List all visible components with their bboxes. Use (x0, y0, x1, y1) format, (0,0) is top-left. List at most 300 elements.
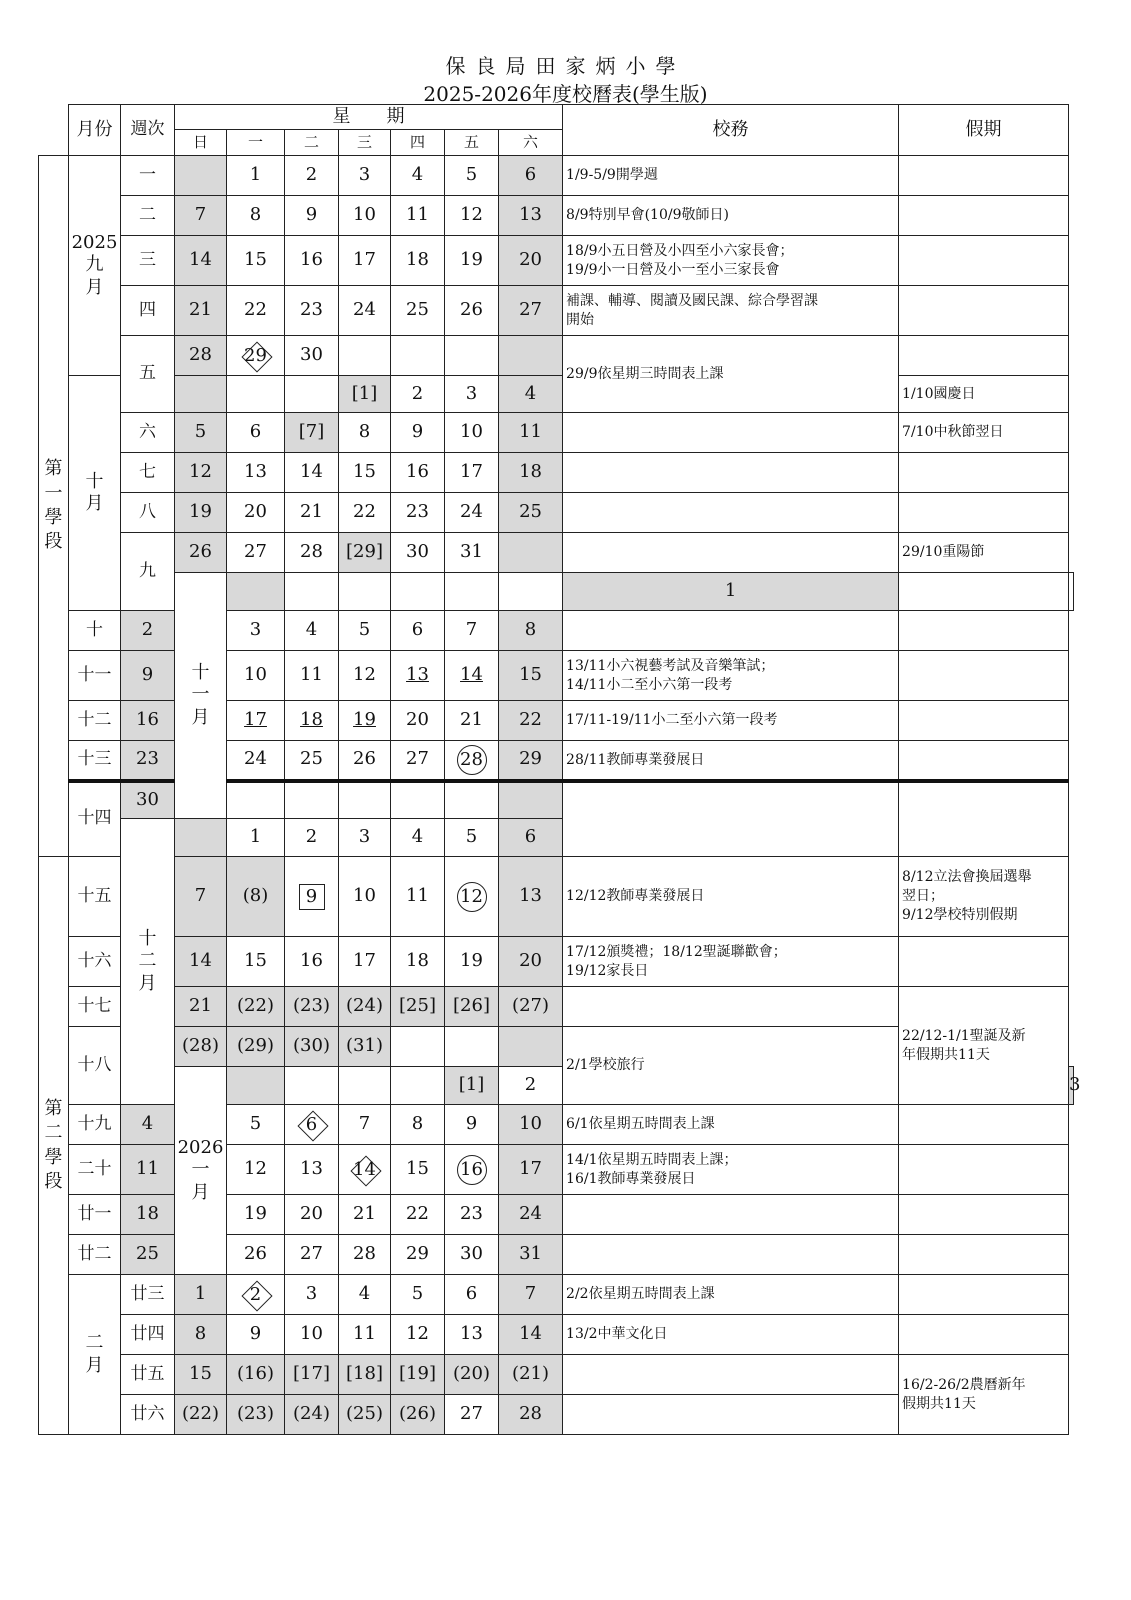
date-cell: 28 (285, 533, 339, 573)
holiday-cell (899, 236, 1069, 286)
date-cell: 3 (1069, 1067, 1074, 1105)
table-row (39, 1275, 1074, 1315)
date-cell: 23 (121, 741, 175, 781)
week-label: 七 (121, 453, 175, 493)
date-cell (227, 1067, 285, 1105)
date-cell: 3 (445, 376, 499, 413)
date-cell: 15 (227, 937, 285, 987)
date-cell (285, 1105, 339, 1145)
date-cell: 21 (445, 701, 499, 741)
date-cell: (25) (339, 1395, 391, 1435)
holiday-cell (899, 1145, 1069, 1195)
date-cell: 7 (175, 196, 227, 236)
date-cell: 15 (499, 651, 563, 701)
note-cell: 18/9小五日營及小四至小六家長會； 19/9小一日營及小一至小三家長會 (563, 236, 899, 286)
note-cell: 17/12頒獎禮；18/12聖誕聯歡會； 19/12家長日 (563, 937, 899, 987)
date-cell: 22 (499, 701, 563, 741)
holiday-cell (899, 336, 1069, 376)
date-cell: [7] (285, 413, 339, 453)
holiday-cell (899, 286, 1069, 336)
square-mark: 9 (299, 884, 325, 910)
date-cell: 27 (227, 533, 285, 573)
week-label: 一 (121, 156, 175, 196)
date-cell: 10 (499, 1105, 563, 1145)
date-cell (227, 336, 285, 376)
table-row (39, 857, 1074, 937)
note-cell (563, 1235, 899, 1275)
table-row (39, 336, 1074, 376)
week-label: 五 (121, 336, 175, 413)
holiday-cell (899, 1235, 1069, 1275)
date-cell: 17 (339, 236, 391, 286)
date-cell: 20 (499, 937, 563, 987)
week-label: 十 (69, 611, 121, 651)
date-cell: 12 (175, 453, 227, 493)
note-cell (563, 781, 899, 857)
note-cell: 2/2依星期五時間表上課 (563, 1275, 899, 1315)
date-cell: 22 (391, 1195, 445, 1235)
week-label: 十八 (69, 1027, 121, 1105)
date-cell: 17 (339, 937, 391, 987)
calendar-title: 2025-2026年度校曆表(學生版) (423, 82, 708, 106)
date-cell (499, 1027, 563, 1067)
date-cell: 29 (499, 741, 563, 781)
holiday-cell (899, 1315, 1069, 1355)
date-cell: 5 (445, 819, 499, 857)
date-cell (499, 533, 563, 573)
circle-mark: 12 (457, 882, 487, 912)
date-cell: 23 (285, 286, 339, 336)
date-cell: 18 (121, 1195, 175, 1235)
date-cell: 16 (285, 937, 339, 987)
date-cell: 14 (175, 937, 227, 987)
date-cell: (23) (227, 1395, 285, 1435)
date-cell: (24) (339, 987, 391, 1027)
date-cell: [18] (339, 1355, 391, 1395)
week-label: 八 (121, 493, 175, 533)
date-cell: [17] (285, 1355, 339, 1395)
date-cell: 30 (121, 781, 175, 819)
date-cell: 24 (339, 286, 391, 336)
note-cell (563, 1395, 899, 1435)
date-cell: 19 (227, 1195, 285, 1235)
date-cell: 27 (391, 741, 445, 781)
day-header: 四 (391, 130, 445, 156)
date-cell: 13 (391, 651, 445, 701)
day-header: 日 (175, 130, 227, 156)
week-label: 二 (121, 196, 175, 236)
day-header: 一 (227, 130, 285, 156)
week-label: 廿六 (121, 1395, 175, 1435)
date-cell: 26 (175, 533, 227, 573)
date-cell: 3 (227, 611, 285, 651)
date-cell: 15 (339, 453, 391, 493)
holiday-cell (899, 493, 1069, 533)
holiday-cell (899, 196, 1069, 236)
table-row (39, 937, 1074, 987)
note-cell (899, 573, 1069, 611)
date-cell: 12 (339, 651, 391, 701)
date-cell (227, 1275, 285, 1315)
date-cell: 26 (339, 741, 391, 781)
date-cell: 2 (285, 819, 339, 857)
date-cell (285, 781, 339, 819)
date-cell: 1 (227, 819, 285, 857)
date-cell: 5 (391, 1275, 445, 1315)
month-label: 十 月 (69, 376, 121, 611)
date-cell: 13 (499, 196, 563, 236)
date-cell: 6 (499, 156, 563, 196)
date-cell: 15 (227, 236, 285, 286)
date-cell: [29] (339, 533, 391, 573)
day-header: 二 (285, 130, 339, 156)
date-cell: [26] (445, 987, 499, 1027)
holiday-cell (899, 1105, 1069, 1145)
holiday-cell (899, 156, 1069, 196)
circle-mark: 28 (457, 745, 487, 775)
date-cell: 16 (285, 236, 339, 286)
date-cell: 25 (121, 1235, 175, 1275)
table-row (39, 236, 1074, 286)
note-cell: 14/1依星期五時間表上課； 16/1教師專業發展日 (563, 1145, 899, 1195)
date-cell: 3 (339, 156, 391, 196)
date-cell: 21 (339, 1195, 391, 1235)
date-cell: 11 (285, 651, 339, 701)
date-cell: 7 (445, 611, 499, 651)
date-cell (339, 1067, 391, 1105)
weekday-header: 星 期 (175, 105, 563, 130)
date-cell (227, 781, 285, 819)
note-cell (563, 533, 899, 573)
holiday-cell (899, 453, 1069, 493)
date-cell (499, 781, 563, 819)
month-label: 十 一 月 (175, 573, 227, 819)
note-cell: 2/1學校旅行 (563, 1027, 899, 1105)
diamond-mark: 14 (350, 1155, 380, 1185)
note-cell: 6/1依星期五時間表上課 (563, 1105, 899, 1145)
date-cell: 2 (391, 376, 445, 413)
date-cell: 28 (339, 1235, 391, 1275)
week-label: 十二 (69, 701, 121, 741)
date-cell (445, 1145, 499, 1195)
note-cell (563, 611, 899, 651)
date-cell (391, 1067, 445, 1105)
week-header: 週次 (121, 105, 175, 156)
date-cell (175, 156, 227, 196)
date-cell (445, 573, 499, 611)
week-label: 十五 (69, 857, 121, 937)
date-cell: 13 (227, 453, 285, 493)
week-label: 廿五 (121, 1355, 175, 1395)
date-cell: 19 (445, 937, 499, 987)
date-cell: 20 (227, 493, 285, 533)
semester-label: 第 一 學 段 (39, 156, 69, 857)
date-cell: 1 (563, 573, 899, 611)
school-name: 保良局田家炳小學 (445, 54, 686, 78)
date-cell: 27 (499, 286, 563, 336)
date-cell: 2 (121, 611, 175, 651)
holiday-cell (899, 651, 1069, 701)
date-cell: 15 (175, 1355, 227, 1395)
date-cell: 8 (175, 1315, 227, 1355)
date-cell: 24 (499, 1195, 563, 1235)
week-label: 十九 (69, 1105, 121, 1145)
note-cell: 12/12教師專業發展日 (563, 857, 899, 937)
date-cell: 11 (339, 1315, 391, 1355)
week-label: 九 (121, 533, 175, 611)
week-label: 十六 (69, 937, 121, 987)
diamond-mark: 29 (241, 341, 271, 371)
diamond-mark: 2 (241, 1280, 271, 1310)
date-cell: 30 (445, 1235, 499, 1275)
date-cell: 17 (499, 1145, 563, 1195)
date-cell: 23 (391, 493, 445, 533)
week-label: 二十 (69, 1145, 121, 1195)
note-cell (563, 413, 899, 453)
week-label: 廿四 (121, 1315, 175, 1355)
date-cell: 23 (445, 1195, 499, 1235)
date-cell: 4 (499, 376, 563, 413)
table-row (39, 376, 1074, 413)
date-cell: 20 (499, 236, 563, 286)
holiday-cell (899, 781, 1069, 857)
holiday-cell (899, 701, 1069, 741)
date-cell: 11 (121, 1145, 175, 1195)
note-cell (563, 987, 899, 1027)
date-cell: 31 (445, 533, 499, 573)
date-cell: 4 (391, 819, 445, 857)
date-cell: 21 (285, 493, 339, 533)
date-cell (175, 376, 227, 413)
date-cell: 6 (227, 413, 285, 453)
date-cell (285, 376, 339, 413)
date-cell (175, 819, 227, 857)
date-cell: 10 (285, 1315, 339, 1355)
date-cell: 6 (391, 611, 445, 651)
date-cell: (26) (391, 1395, 445, 1435)
date-cell: 24 (227, 741, 285, 781)
day-header: 六 (499, 130, 563, 156)
date-cell: [25] (391, 987, 445, 1027)
notes-header: 校務 (563, 105, 899, 156)
date-cell: 10 (445, 413, 499, 453)
date-cell: 14 (499, 1315, 563, 1355)
date-cell: 19 (175, 493, 227, 533)
date-cell: 3 (339, 819, 391, 857)
note-cell: 13/11小六視藝考試及音樂筆試； 14/11小二至小六第一段考 (563, 651, 899, 701)
week-label: 六 (121, 413, 175, 453)
date-cell (339, 1145, 391, 1195)
date-cell: 9 (285, 196, 339, 236)
holiday-cell (899, 741, 1069, 781)
table-row (39, 453, 1074, 493)
note-cell: 29/9依星期三時間表上課 (563, 336, 899, 413)
date-cell: (30) (285, 1027, 339, 1067)
date-cell: 26 (227, 1235, 285, 1275)
date-cell (499, 336, 563, 376)
school-calendar-table (38, 104, 1081, 1435)
date-cell: 2 (499, 1067, 563, 1105)
date-cell: 14 (175, 236, 227, 286)
date-cell: (20) (445, 1355, 499, 1395)
semester-label: 第 二 學 段 (39, 857, 69, 1435)
date-cell: 1 (175, 1275, 227, 1315)
date-cell (227, 376, 285, 413)
table-row (39, 987, 1074, 1027)
date-cell: 13 (499, 857, 563, 937)
date-cell: 5 (339, 611, 391, 651)
date-cell (227, 573, 285, 611)
date-cell: 4 (285, 611, 339, 651)
date-cell: 9 (445, 1105, 499, 1145)
date-cell: 25 (499, 493, 563, 533)
date-cell: 11 (499, 413, 563, 453)
holiday-cell: 7/10中秋節翌日 (899, 413, 1069, 453)
note-cell: 28/11教師專業發展日 (563, 741, 899, 781)
date-cell: 21 (175, 987, 227, 1027)
date-cell: (28) (175, 1027, 227, 1067)
date-cell: 25 (391, 286, 445, 336)
date-cell: 5 (227, 1105, 285, 1145)
date-cell (339, 781, 391, 819)
date-cell (339, 573, 391, 611)
date-cell: [1] (445, 1067, 499, 1105)
week-label: 十三 (69, 741, 121, 781)
date-cell: (22) (227, 987, 285, 1027)
table-row (39, 1355, 1074, 1395)
date-cell: 11 (391, 196, 445, 236)
day-header: 三 (339, 130, 391, 156)
date-cell: 10 (339, 196, 391, 236)
date-cell: 30 (285, 336, 339, 376)
date-cell: 6 (499, 819, 563, 857)
date-cell: 19 (445, 236, 499, 286)
week-label: 廿二 (69, 1235, 121, 1275)
date-cell: (21) (499, 1355, 563, 1395)
note-cell (563, 1355, 899, 1395)
date-cell: 18 (391, 937, 445, 987)
date-cell: 13 (285, 1145, 339, 1195)
table-row (39, 156, 1074, 196)
date-cell: 19 (339, 701, 391, 741)
note-cell: 13/2中華文化日 (563, 1315, 899, 1355)
date-cell: 9 (121, 651, 175, 701)
date-cell: 8 (391, 1105, 445, 1145)
date-cell: 27 (285, 1235, 339, 1275)
date-cell: 16 (391, 453, 445, 493)
week-label: 十七 (69, 987, 121, 1027)
date-cell (445, 336, 499, 376)
table-row (39, 1315, 1074, 1355)
date-cell: 18 (285, 701, 339, 741)
date-cell: 20 (391, 701, 445, 741)
note-cell: 1/9-5/9開學週 (563, 156, 899, 196)
date-cell (445, 1027, 499, 1067)
date-cell (285, 1067, 339, 1105)
date-cell: 14 (285, 453, 339, 493)
date-cell: 18 (499, 453, 563, 493)
date-cell: 5 (445, 156, 499, 196)
holidays-header: 假期 (899, 105, 1069, 156)
table-row (39, 286, 1074, 336)
date-cell: 27 (445, 1395, 499, 1435)
date-cell: 31 (499, 1235, 563, 1275)
note-cell (563, 493, 899, 533)
week-label: 四 (121, 286, 175, 336)
date-cell: (27) (499, 987, 563, 1027)
date-cell (391, 573, 445, 611)
date-cell: 24 (445, 493, 499, 533)
week-label: 廿一 (69, 1195, 121, 1235)
date-cell: 15 (391, 1145, 445, 1195)
date-cell: 4 (391, 156, 445, 196)
date-cell: 25 (285, 741, 339, 781)
date-cell: 18 (391, 236, 445, 286)
date-cell (445, 857, 499, 937)
table-row (39, 196, 1074, 236)
date-cell (391, 336, 445, 376)
date-cell: 22 (227, 286, 285, 336)
date-cell: 8 (339, 413, 391, 453)
table-row (39, 493, 1074, 533)
date-cell: (31) (339, 1027, 391, 1067)
date-cell (445, 741, 499, 781)
date-cell: 21 (175, 286, 227, 336)
date-cell: 1 (227, 156, 285, 196)
date-cell (391, 1027, 445, 1067)
note-cell (563, 1195, 899, 1235)
date-cell: (8) (227, 857, 285, 937)
date-cell: [1] (339, 376, 391, 413)
holiday-cell: 22/12-1/1聖誕及新 年假期共11天 (899, 987, 1069, 1105)
holiday-cell (899, 1195, 1069, 1235)
holiday-cell (899, 1275, 1069, 1315)
month-label: 2026 一 月 (175, 1067, 227, 1275)
date-cell: 29 (391, 1235, 445, 1275)
day-header: 五 (445, 130, 499, 156)
date-cell: 3 (285, 1275, 339, 1315)
date-cell: 12 (391, 1315, 445, 1355)
date-cell: 11 (391, 857, 445, 937)
note-cell: 17/11-19/11小二至小六第一段考 (563, 701, 899, 741)
diamond-mark: 6 (297, 1110, 327, 1140)
date-cell: (29) (227, 1027, 285, 1067)
month-header: 月份 (69, 105, 121, 156)
week-label: 三 (121, 236, 175, 286)
date-cell: 2 (285, 156, 339, 196)
date-cell: 8 (227, 196, 285, 236)
holiday-cell: 1/10國慶日 (899, 376, 1069, 413)
date-cell: 20 (285, 1195, 339, 1235)
date-cell: 17 (227, 701, 285, 741)
date-cell: 9 (391, 413, 445, 453)
holiday-cell: 8/12立法會換屆選舉 翌日； 9/12學校特別假期 (899, 857, 1069, 937)
circle-mark: 16 (457, 1155, 487, 1185)
date-cell: 8 (499, 611, 563, 651)
date-cell: 17 (445, 453, 499, 493)
holiday-cell (899, 937, 1069, 987)
date-cell: 28 (175, 336, 227, 376)
date-cell: 7 (175, 857, 227, 937)
date-cell: 13 (445, 1315, 499, 1355)
date-cell: 12 (227, 1145, 285, 1195)
holiday-cell: 16/2-26/2農曆新年 假期共11天 (899, 1355, 1069, 1435)
month-label: 二 月 (69, 1275, 121, 1435)
date-cell (285, 857, 339, 937)
table-row (39, 573, 1074, 611)
date-cell: 10 (227, 651, 285, 701)
date-cell (499, 573, 563, 611)
